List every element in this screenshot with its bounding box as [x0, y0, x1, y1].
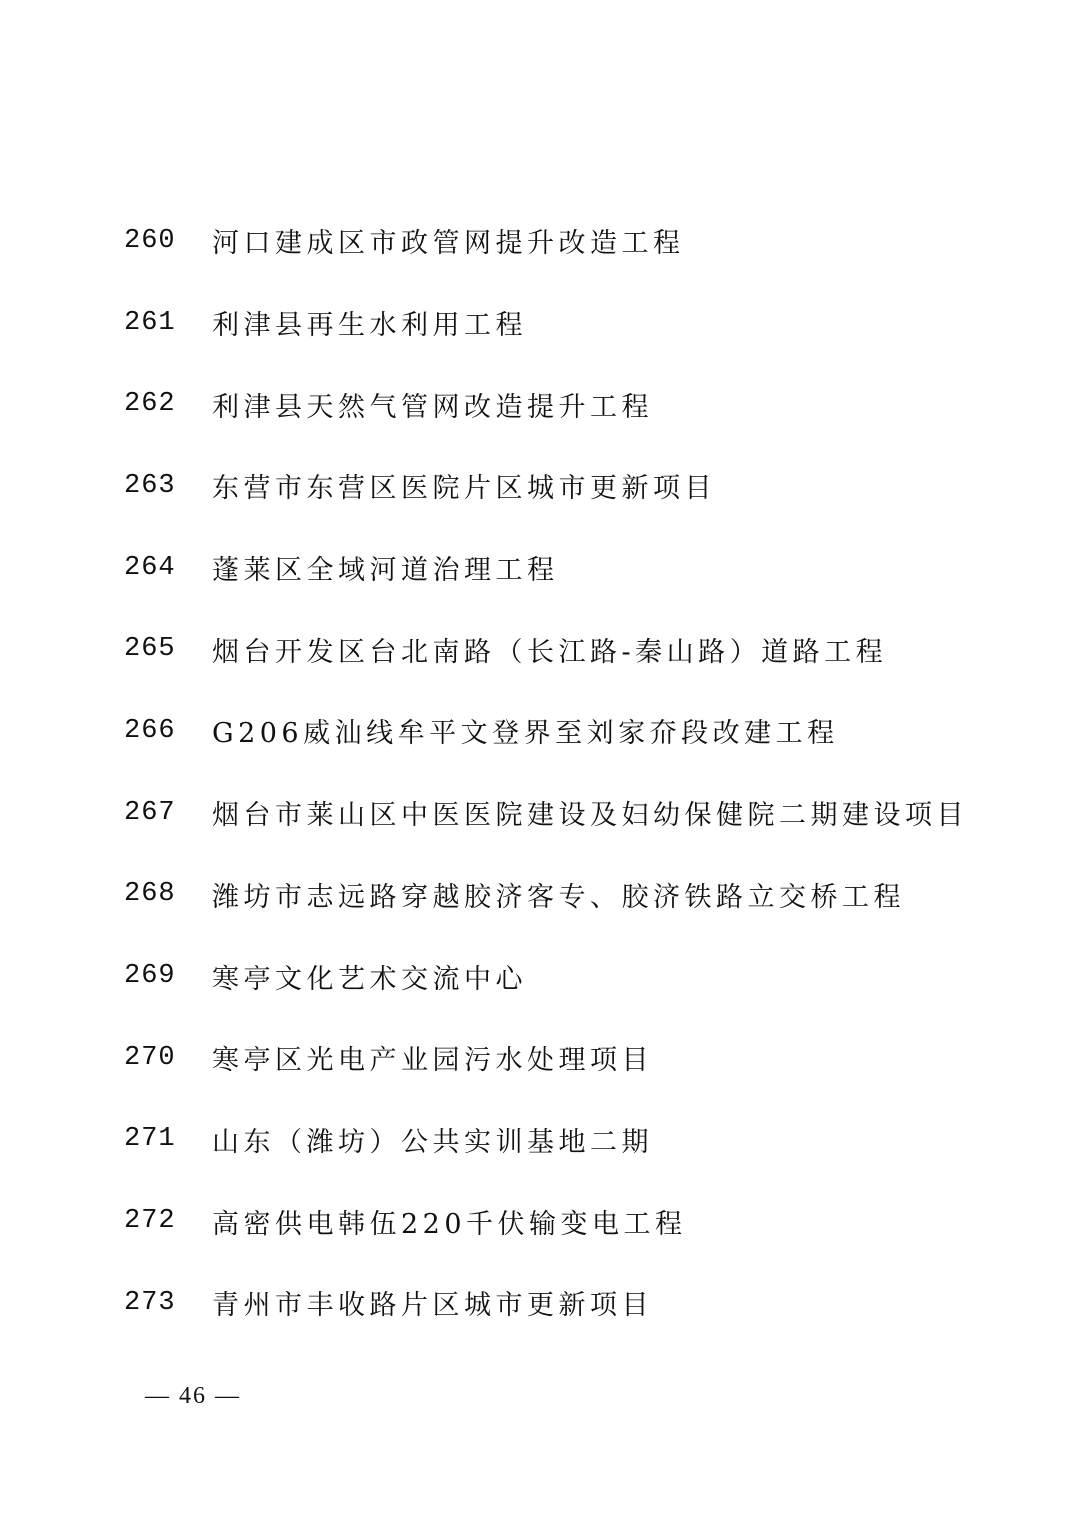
list-item: [124, 935, 1024, 1017]
list-item: [124, 527, 1024, 609]
item-number: 271: [124, 1124, 176, 1155]
list-item: [124, 1262, 1024, 1344]
item-name: 东营市东营区医院片区城市更新项目: [212, 473, 716, 505]
page-number: — 46 —: [145, 1383, 241, 1409]
item-number: 266: [124, 715, 176, 746]
project-list: [124, 200, 1024, 1344]
item-name: 利津县天然气管网改造提升工程: [212, 391, 653, 423]
list-item: [124, 1099, 1024, 1181]
item-name: 蓬莱区全域河道治理工程: [212, 555, 559, 587]
list-item: [124, 363, 1024, 445]
list-item: [124, 690, 1024, 772]
list-item: [124, 1017, 1024, 1099]
item-number: 265: [124, 634, 176, 665]
item-number: 269: [124, 961, 176, 992]
item-number: 273: [124, 1287, 176, 1318]
item-name: 寒亭区光电产业园污水处理项目: [212, 1045, 653, 1077]
item-number: 262: [124, 389, 176, 420]
item-number: 260: [124, 225, 176, 256]
item-number: 272: [124, 1206, 176, 1237]
list-item: [124, 772, 1024, 854]
item-name: 山东（潍坊）公共实训基地二期: [212, 1126, 653, 1158]
item-name: 利津县再生水利用工程: [212, 310, 527, 342]
item-name: 烟台开发区台北南路（长江路-秦山路）道路工程: [212, 636, 888, 668]
list-item: [124, 1180, 1024, 1262]
item-name: G206威汕线牟平文登界至刘家夼段改建工程: [212, 718, 839, 750]
list-item: [124, 608, 1024, 690]
item-name: 高密供电韩伍220千伏输变电工程: [212, 1208, 687, 1240]
item-name: 潍坊市志远路穿越胶济客专、胶济铁路立交桥工程: [212, 881, 905, 913]
item-number: 264: [124, 552, 176, 583]
list-item: [124, 854, 1024, 936]
item-number: 268: [124, 879, 176, 910]
item-name: 河口建成区市政管网提升改造工程: [212, 228, 685, 260]
item-name: 寒亭文化艺术交流中心: [212, 963, 527, 995]
item-number: 263: [124, 470, 176, 501]
list-item: [124, 200, 1024, 282]
item-name: 青州市丰收路片区城市更新项目: [212, 1290, 653, 1322]
item-number: 267: [124, 797, 176, 828]
list-item: [124, 282, 1024, 364]
item-number: 261: [124, 307, 176, 338]
item-name: 烟台市莱山区中医医院建设及妇幼保健院二期建设项目: [212, 800, 968, 832]
list-item: [124, 445, 1024, 527]
item-number: 270: [124, 1042, 176, 1073]
